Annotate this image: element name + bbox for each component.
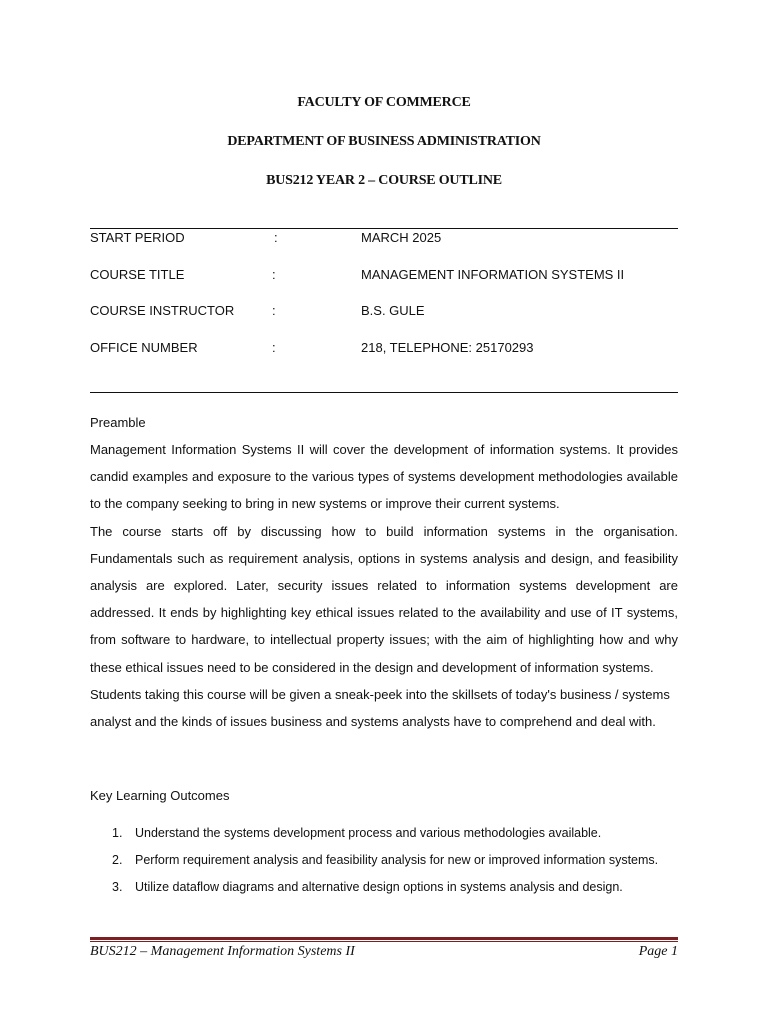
list-number: 2.: [112, 853, 123, 867]
footer-divider: [90, 937, 678, 940]
info-label: OFFICE NUMBER: [90, 340, 198, 355]
info-colon: :: [272, 340, 276, 355]
list-item: [90, 878, 690, 905]
bottom-divider: [90, 392, 678, 393]
info-row-office-number: [90, 339, 678, 357]
info-row-start-period: [90, 229, 678, 247]
outcomes-title: Key Learning Outcomes: [90, 788, 230, 803]
info-value: 218, TELEPHONE: 25170293: [361, 340, 534, 355]
list-text: Understand the systems development process and various methodologies available.: [135, 826, 602, 840]
info-colon: :: [274, 230, 278, 245]
faculty-heading: FACULTY OF COMMERCE: [297, 95, 471, 110]
list-number: 3.: [112, 880, 123, 894]
preamble-paragraph: The course starts off by discussing how to build information systems in the organisation. Fundamentals such as requirement analysis, options in systems analysis and design, and feasibility analysis are explored. Later, security issues related to information systems development are addressed. It ends by highlighting key ethical issues related to the availability and use of IT systems, from software to hardware, to intellectual property issues; with the aim of highlighting how and why these ethical issues need to be considered in the design and development of information systems.: [90, 523, 678, 675]
outcomes-list: [90, 824, 690, 905]
course-outline-heading: BUS212 YEAR 2 – COURSE OUTLINE: [266, 173, 502, 188]
footer-course-title: BUS212 – Management Information Systems II: [90, 944, 355, 959]
list-item: [90, 851, 690, 878]
info-label: START PERIOD: [90, 230, 185, 245]
info-value: MANAGEMENT INFORMATION SYSTEMS II: [361, 267, 625, 282]
preamble-paragraph: Management Information Systems II will cover the development of information systems. It provides candid examples and exposure to the various types of systems development methodologies available to the company seeking to bring in new systems or improve their current systems.: [90, 442, 678, 512]
list-number: 1.: [112, 826, 123, 840]
list-item: [90, 824, 690, 851]
footer-page-number: Page 1: [638, 944, 678, 959]
info-value: B.S. GULE: [361, 303, 425, 318]
info-row-course-title: [90, 266, 678, 284]
preamble-paragraph: Students taking this course will be given a sneak-peek into the skillsets of today's business / systems analyst and the kinds of issues business and systems analysts have to comprehend and deal with.: [90, 686, 670, 730]
info-colon: :: [272, 303, 276, 318]
info-row-course-instructor: [90, 302, 678, 320]
list-text: Utilize dataflow diagrams and alternative design options in systems analysis and design.: [135, 880, 623, 894]
info-value: MARCH 2025: [361, 230, 442, 245]
info-colon: :: [272, 267, 276, 282]
info-label: COURSE TITLE: [90, 267, 185, 282]
department-heading: DEPARTMENT OF BUSINESS ADMINISTRATION: [227, 134, 541, 149]
list-text: Perform requirement analysis and feasibility analysis for new or improved information systems.: [135, 853, 659, 867]
preamble-title: Preamble: [90, 415, 146, 430]
info-label: COURSE INSTRUCTOR: [90, 303, 235, 318]
footer-divider-thin: [90, 941, 678, 942]
preamble-body: [90, 436, 678, 735]
